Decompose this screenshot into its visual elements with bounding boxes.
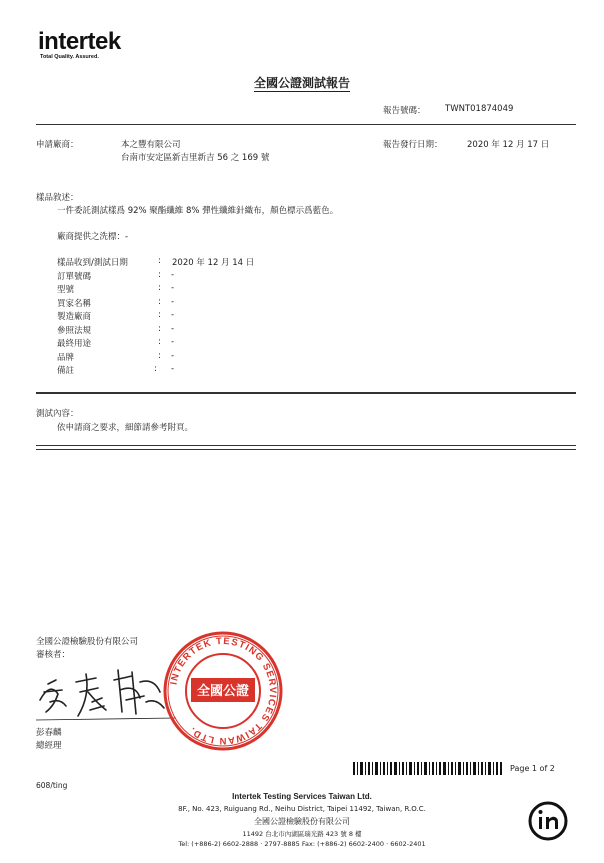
sample-field-label: 品牌 bbox=[57, 352, 75, 363]
sample-field-value: - bbox=[171, 323, 175, 334]
signature-company: 全國公證檢驗股份有限公司 bbox=[36, 637, 139, 647]
intertek-in-logo-icon bbox=[527, 800, 569, 842]
sample-field-colon: : bbox=[158, 323, 161, 334]
signer-name: 彭春麟 bbox=[36, 728, 62, 738]
page-indicator: Page 1 of 2 bbox=[510, 764, 555, 773]
sample-field-colon: : bbox=[158, 283, 161, 293]
sample-field-colon: : bbox=[158, 310, 161, 320]
sample-field-value: - bbox=[171, 283, 175, 293]
sample-field-colon: : bbox=[158, 256, 161, 266]
barcode bbox=[353, 762, 502, 775]
applicant-address: 台南市安定區新吉里新吉 56 之 169 號 bbox=[121, 153, 270, 163]
sample-field-colon: : bbox=[154, 364, 157, 374]
sample-field-value: - bbox=[171, 269, 175, 280]
sample-field-label: 備註 bbox=[57, 366, 75, 376]
sample-desc-label: 樣品敘述： bbox=[36, 193, 79, 203]
test-content-label: 測試內容： bbox=[36, 409, 79, 419]
reviewer-label: 審核者： bbox=[36, 650, 71, 660]
sample-field-colon: : bbox=[158, 296, 161, 307]
test-content-text: 依申請商之要求，細節請參考附頁。 bbox=[57, 423, 194, 433]
applicant-name: 本之豐有限公司 bbox=[121, 140, 181, 150]
handwritten-signature bbox=[36, 662, 176, 724]
sample-field-label: 訂單號碼 bbox=[57, 271, 92, 282]
footer-ref: 608/ting bbox=[36, 781, 68, 790]
sample-field-value: - bbox=[171, 310, 175, 320]
sample-field-value: - bbox=[171, 350, 175, 361]
intertek-logo: intertek bbox=[38, 28, 121, 55]
sample-field-label: 參照法規 bbox=[57, 325, 92, 336]
logo-tagline: Total Quality. Assured. bbox=[40, 54, 99, 60]
sample-field-colon: : bbox=[158, 269, 161, 280]
footer-address-en: 8F., No. 423, Ruiguang Rd., Neihu District, Taipei 11492, Taiwan, R.O.C. bbox=[178, 805, 426, 813]
care-label: 廠商提供之洗標：- bbox=[57, 232, 129, 242]
sample-field-label: 最終用途 bbox=[57, 339, 92, 349]
footer-company-zh: 全國公證檢驗股份有限公司 bbox=[254, 817, 350, 826]
svg-text:INTERTEK TESTING SERVICES TAIW: INTERTEK TESTING SERVICES TAIWAN LTD. bbox=[168, 635, 279, 747]
issue-date-value: 2020 年 12 月 17 日 bbox=[467, 140, 550, 150]
header-divider bbox=[36, 124, 576, 125]
sample-field-label: 製造廠商 bbox=[57, 312, 92, 322]
footer-company-en: Intertek Testing Services Taiwan Ltd. bbox=[232, 792, 372, 801]
sample-field-value: - bbox=[171, 337, 175, 347]
sample-field-label: 樣品收到/測試日期 bbox=[57, 258, 128, 268]
content-divider-2 bbox=[36, 449, 576, 450]
report-title: 全國公證測試報告 bbox=[253, 76, 350, 90]
footer-address-zh: 11492 台北市內湖區瑞光路 423 號 8 樓 bbox=[242, 830, 362, 838]
sample-field-value: 2020 年 12 月 14 日 bbox=[172, 258, 255, 268]
svg-text:全國公證: 全國公證 bbox=[196, 684, 250, 699]
issue-date-label: 報告發行日期： bbox=[383, 140, 443, 150]
report-number-value: TWNT01874049 bbox=[445, 104, 514, 114]
sample-field-label: 型號 bbox=[57, 285, 75, 295]
sample-field-value: - bbox=[171, 364, 175, 374]
sample-field-value: - bbox=[171, 296, 175, 307]
section-divider bbox=[36, 392, 576, 394]
sample-field-colon: : bbox=[158, 350, 161, 361]
report-number-label: 報告號碼： bbox=[383, 106, 426, 116]
footer-contact: Tel: (+886-2) 6602-2888 · 2797-8885 Fax: (+886-2) 6602-2400 · 6602-2401 bbox=[178, 840, 426, 848]
company-seal bbox=[162, 630, 284, 752]
signer-title: 總經理 bbox=[36, 741, 62, 751]
sample-desc-text: 一件委託測試樣爲 92% 聚酯纖維 8% 彈性纖維針織布，顏色標示爲藍色。 bbox=[57, 206, 339, 216]
sample-field-colon: : bbox=[158, 337, 161, 347]
content-divider-1 bbox=[36, 445, 576, 446]
applicant-label: 申請廠商： bbox=[36, 140, 79, 150]
sample-field-label: 買家名稱 bbox=[57, 298, 92, 309]
